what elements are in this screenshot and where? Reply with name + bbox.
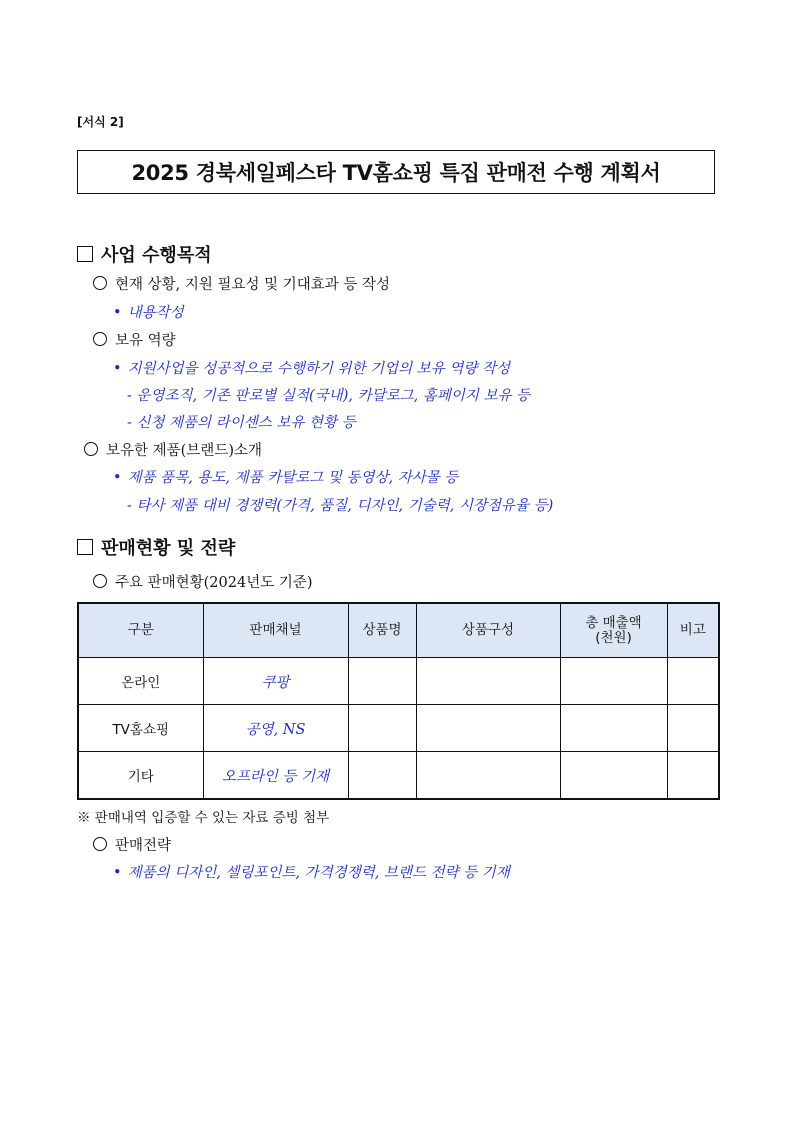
header-product-composition: 상품구성 bbox=[416, 603, 560, 658]
table-row bbox=[78, 658, 719, 705]
row-channel: 쿠팡 bbox=[203, 658, 348, 705]
purpose-item-capability: 보유 역량 bbox=[93, 329, 176, 350]
section-heading-purpose: 사업 수행목적 bbox=[77, 241, 212, 267]
middle-dot-icon: • bbox=[113, 361, 122, 377]
middle-dot-icon: • bbox=[113, 470, 122, 486]
header-category: 구분 bbox=[78, 603, 203, 658]
empty-circle-icon bbox=[93, 574, 107, 588]
cell-remarks[interactable] bbox=[667, 705, 719, 752]
document-title: 2025 경북세일페스타 TV홈쇼핑 특집 판매전 수행 계획서 bbox=[131, 161, 661, 185]
empty-square-icon bbox=[77, 539, 93, 555]
title-box bbox=[77, 150, 715, 194]
row-category: 온라인 bbox=[78, 658, 203, 705]
cell-product-composition[interactable] bbox=[416, 658, 560, 705]
header-remarks: 비고 bbox=[667, 603, 719, 658]
empty-circle-icon bbox=[93, 332, 107, 346]
guide-text-content: • 내용작성 bbox=[113, 305, 184, 321]
cell-product-composition[interactable] bbox=[416, 752, 560, 800]
purpose-item-brand: 보유한 제품(브랜드)소개 bbox=[84, 439, 262, 460]
empty-circle-icon bbox=[93, 276, 107, 290]
guide-subtext-organization: - 운영조직, 기존 판로별 실적(국내), 카달로그, 홈페이지 보유 등 bbox=[127, 388, 531, 404]
empty-circle-icon bbox=[84, 442, 98, 456]
header-channel: 판매채널 bbox=[203, 603, 348, 658]
table-row bbox=[78, 705, 719, 752]
empty-circle-icon bbox=[93, 837, 107, 851]
sales-item-strategy: 판매전략 bbox=[93, 834, 171, 855]
cell-remarks[interactable] bbox=[667, 752, 719, 800]
sales-item-status: 주요 판매현황(2024년도 기준) bbox=[93, 571, 313, 592]
cell-product-composition[interactable] bbox=[416, 705, 560, 752]
header-total-sales: 총 매출액 (천원) bbox=[560, 603, 667, 658]
section-heading-sales: 판매현황 및 전략 bbox=[77, 534, 235, 560]
middle-dot-icon: • bbox=[113, 865, 122, 881]
row-channel: 공영, NS bbox=[203, 705, 348, 752]
guide-subtext-competitiveness: - 타사 제품 대비 경쟁력(가격, 품질, 디자인, 기술력, 시장점유율 등) bbox=[127, 498, 554, 514]
header-product-name: 상품명 bbox=[348, 603, 416, 658]
row-channel: 오프라인 등 기재 bbox=[203, 752, 348, 800]
row-category: 기타 bbox=[78, 752, 203, 800]
purpose-item-status: 현재 상황, 지원 필요성 및 기대효과 등 작성 bbox=[93, 273, 390, 294]
guide-text-brand: • 제품 품목, 용도, 제품 카탈로그 및 동영상, 자사몰 등 bbox=[113, 470, 459, 486]
cell-product-name[interactable] bbox=[348, 752, 416, 800]
row-category: TV홈쇼핑 bbox=[78, 705, 203, 752]
cell-total-sales[interactable] bbox=[560, 658, 667, 705]
guide-subtext-license: - 신청 제품의 라이센스 보유 현황 등 bbox=[127, 415, 356, 431]
cell-remarks[interactable] bbox=[667, 658, 719, 705]
evidence-note: ※ 판매내역 입증할 수 있는 자료 증빙 첨부 bbox=[77, 810, 330, 826]
cell-total-sales[interactable] bbox=[560, 752, 667, 800]
sales-status-table bbox=[77, 602, 720, 800]
cell-product-name[interactable] bbox=[348, 705, 416, 752]
cell-product-name[interactable] bbox=[348, 658, 416, 705]
empty-square-icon bbox=[77, 246, 93, 262]
cell-total-sales[interactable] bbox=[560, 705, 667, 752]
guide-text-strategy: • 제품의 디자인, 셀링포인트, 가격경쟁력, 브랜드 전략 등 기재 bbox=[113, 865, 510, 881]
table-header-row bbox=[78, 603, 719, 658]
middle-dot-icon: • bbox=[113, 305, 122, 321]
table-row bbox=[78, 752, 719, 800]
guide-text-capability: • 지원사업을 성공적으로 수행하기 위한 기업의 보유 역량 작성 bbox=[113, 361, 510, 377]
form-number: [서식 2] bbox=[77, 115, 124, 129]
